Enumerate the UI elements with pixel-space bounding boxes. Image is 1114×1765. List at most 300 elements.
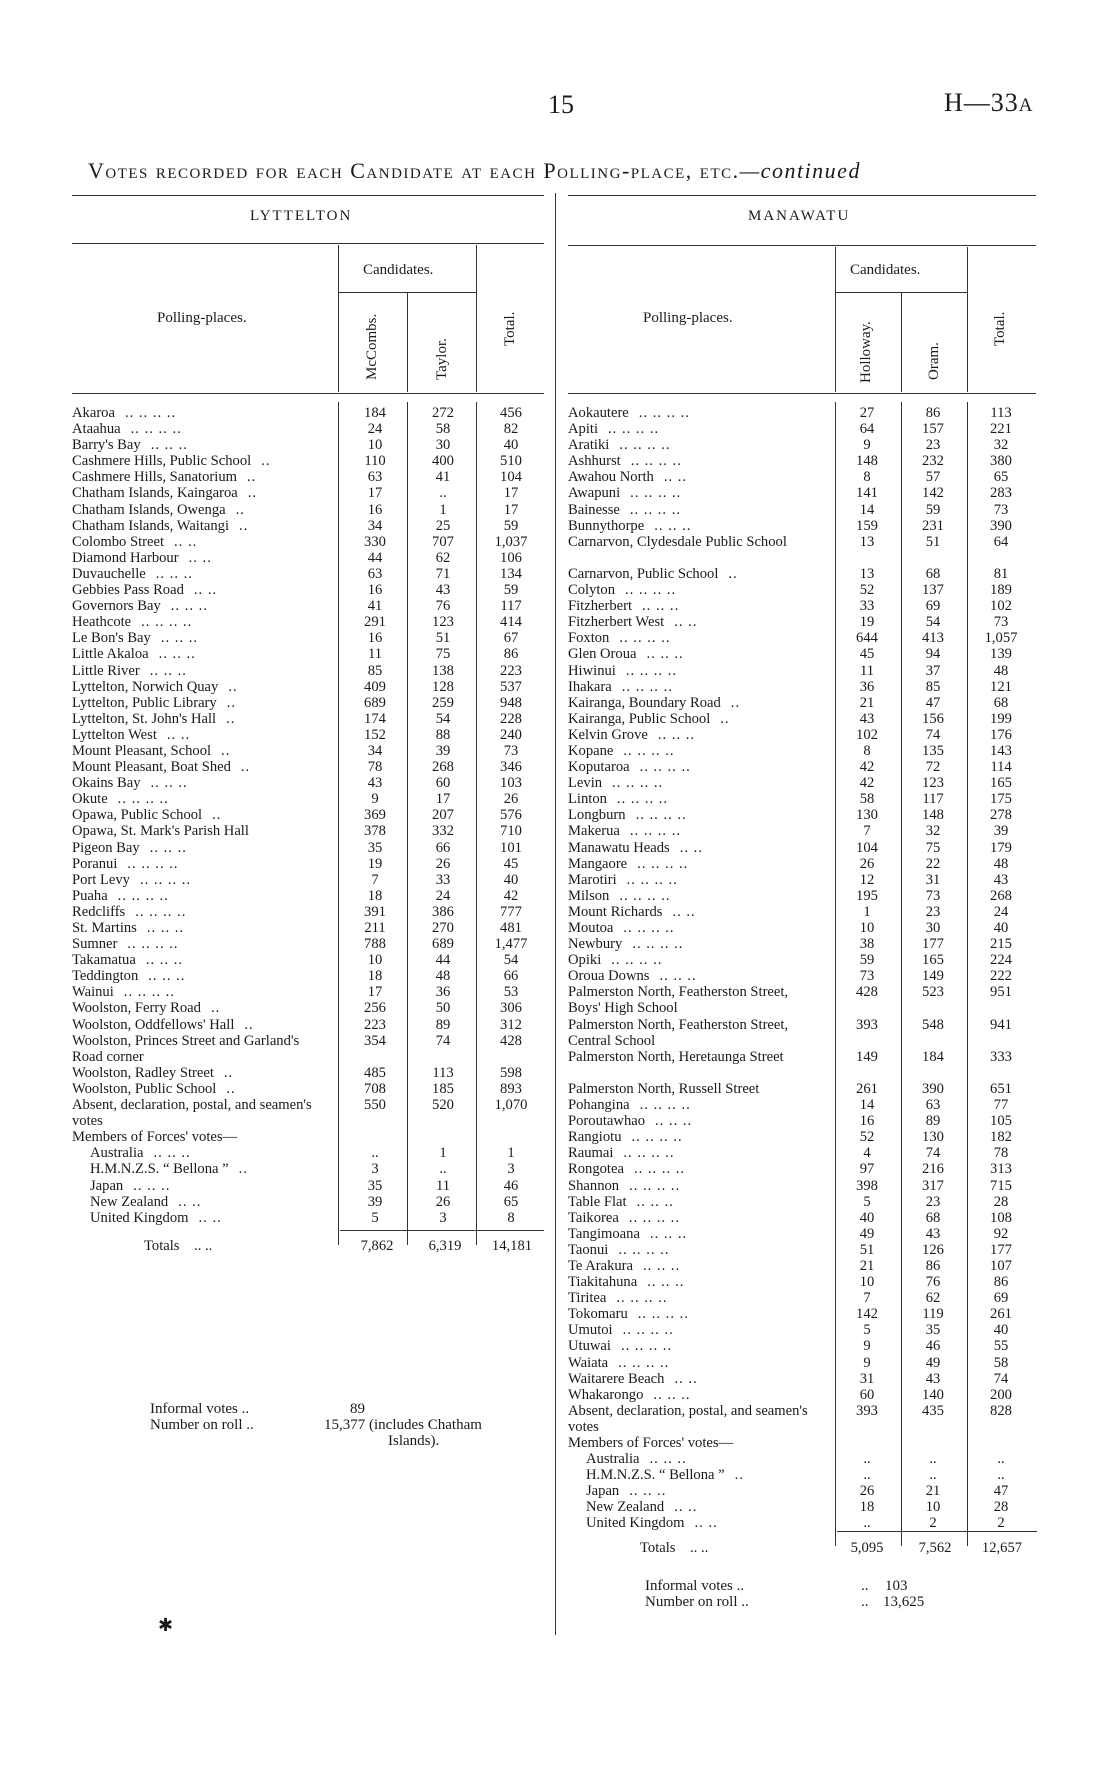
- manawatu-row: [568, 1290, 1038, 1306]
- manawatu-candidate-1-votes: 9: [863, 1338, 871, 1355]
- manawatu-row: [568, 1145, 1038, 1161]
- manawatu-polling-place: Kopane .. .. .. ..: [568, 742, 675, 759]
- manawatu-polling-place: Kairanga, Boundary Road ..: [568, 694, 741, 711]
- lyttelton-candidate-2-votes: 44: [435, 952, 451, 969]
- page-number: 15: [548, 90, 574, 119]
- lyttelton-total-votes: 46: [503, 1177, 519, 1194]
- lyttelton-totals-label: Totals .. ..: [144, 1238, 213, 1254]
- lyttelton-candidate-1-votes: 24: [367, 421, 383, 438]
- lyttelton-candidate-1-votes: 369: [364, 807, 386, 824]
- lyttelton-row: [72, 984, 548, 1000]
- lyttelton-polling-place: Akaroa .. .. .. ..: [72, 405, 177, 421]
- lyttelton-candidate-1-votes: 354: [364, 1032, 386, 1049]
- manawatu-candidate-2-votes: 69: [925, 598, 941, 615]
- manawatu-row: [568, 502, 1038, 518]
- manawatu-candidate-2-votes: 68: [925, 565, 941, 582]
- manawatu-total-votes: 1,057: [984, 630, 1018, 647]
- manawatu-candidate-2-votes: 57: [925, 469, 941, 486]
- lyttelton-row: [72, 920, 548, 936]
- manawatu-title-rule-top: [568, 195, 1036, 196]
- lyttelton-candidate-1-votes: 85: [367, 662, 383, 679]
- lyttelton-polling-place: Diamond Harbour .. ..: [72, 549, 212, 566]
- manawatu-candidate-1-votes: 42: [859, 759, 875, 776]
- lyttelton-candidate-1-votes: 152: [364, 726, 386, 743]
- lyttelton-row: [72, 872, 548, 888]
- manawatu-candidate-1-votes: 16: [859, 1113, 875, 1130]
- lyttelton-row: [72, 1178, 548, 1194]
- manawatu-candidate-2-votes: 47: [925, 694, 941, 711]
- lyttelton-row: [72, 856, 548, 872]
- manawatu-row: [568, 679, 1038, 695]
- lyttelton-candidate-1-votes: 184: [364, 405, 386, 421]
- lyttelton-row: [72, 598, 548, 614]
- lyttelton-total-votes: 537: [500, 678, 522, 695]
- manawatu-total-votes: 74: [993, 1370, 1009, 1387]
- lyttelton-polling-place: Absent, declaration, postal, and seamen's votes: [72, 1097, 312, 1130]
- manawatu-candidate-2-votes: 149: [922, 968, 944, 985]
- manawatu-row: [568, 840, 1038, 856]
- manawatu-polling-place: Awahou North .. ..: [568, 469, 688, 486]
- lyttelton-total-votes: 59: [503, 517, 519, 534]
- manawatu-candidate-1-votes: 52: [859, 582, 875, 599]
- manawatu-total-votes: 177: [990, 1241, 1012, 1258]
- manawatu-candidate-2-votes: 548: [922, 1016, 944, 1033]
- manawatu-row: [568, 1049, 1038, 1081]
- lyttelton-polling-place: Little River .. .. ..: [72, 662, 187, 679]
- lyttelton-candidate-1-votes: 41: [367, 598, 383, 615]
- manawatu-row: [568, 630, 1038, 646]
- lyttelton-polling-place: Chatham Islands, Owenga ..: [72, 501, 245, 518]
- lyttelton-polling-place: Okains Bay .. .. ..: [72, 775, 188, 792]
- manawatu-total-votes: 68: [993, 694, 1009, 711]
- lyttelton-total-votes: 86: [503, 646, 519, 663]
- manawatu-candidate-2-votes: 46: [925, 1338, 941, 1355]
- lyttelton-places-header: Polling-places.: [157, 310, 247, 326]
- manawatu-row: [568, 485, 1038, 501]
- manawatu-candidate-2-votes: 63: [925, 1097, 941, 1114]
- lyttelton-candidate-2-votes: 707: [432, 533, 454, 550]
- lyttelton-candidate-2-votes: 520: [432, 1097, 454, 1114]
- manawatu-candidate-1-votes: 195: [856, 887, 878, 904]
- manawatu-candidate-2-votes: 23: [925, 903, 941, 920]
- lyttelton-candidate-1-votes: 223: [364, 1016, 386, 1033]
- lyttelton-row: [72, 807, 548, 823]
- page-heading: [88, 158, 861, 184]
- manawatu-candidate-2-votes: 126: [922, 1241, 944, 1258]
- manawatu-candidate-2-votes: 523: [922, 984, 944, 1001]
- lyttelton-total-votes: 893: [500, 1080, 522, 1097]
- lyttelton-row: [72, 646, 548, 662]
- lyttelton-candidate-1-votes: 256: [364, 1000, 386, 1017]
- lyttelton-table: [72, 405, 548, 1226]
- lyttelton-total-votes: 65: [503, 1193, 519, 1210]
- manawatu-candidate-1-votes: 60: [859, 1386, 875, 1403]
- lyttelton-polling-place: Lyttelton, St. John's Hall ..: [72, 710, 236, 727]
- manawatu-candidate-2-votes: 123: [922, 775, 944, 792]
- lyttelton-polling-place: Woolston, Ferry Road ..: [72, 1000, 221, 1017]
- manawatu-polling-place: Tiritea .. .. .. ..: [568, 1290, 668, 1307]
- manawatu-candidate-1-votes: 5: [863, 1322, 871, 1339]
- manawatu-candidate-2-votes: 68: [925, 1209, 941, 1226]
- manawatu-row: [568, 469, 1038, 485]
- lyttelton-polling-place: Wainui .. .. .. ..: [72, 984, 175, 1001]
- manawatu-row: [568, 920, 1038, 936]
- manawatu-candidate-2-votes: 85: [925, 678, 941, 695]
- manawatu-totals-label: Totals .. ..: [640, 1540, 709, 1556]
- lyttelton-candidate-2-votes: 51: [435, 630, 451, 647]
- lyttelton-row: [72, 1129, 548, 1145]
- manawatu-row: [568, 534, 1038, 566]
- lyttelton-candidate-2-votes: 88: [435, 726, 451, 743]
- manawatu-candidate-2-votes: 142: [922, 485, 944, 502]
- lyttelton-total-votes: 106: [500, 549, 522, 566]
- manawatu-candidate-2-votes: 435: [922, 1402, 944, 1419]
- manawatu-candidate-2-votes: ..: [929, 1451, 937, 1468]
- lyttelton-row: [72, 518, 548, 534]
- manawatu-row: [568, 1274, 1038, 1290]
- manawatu-polling-place: Carnarvon, Clydesdale Public School: [568, 533, 787, 550]
- manawatu-candidate-2-votes: 49: [925, 1354, 941, 1371]
- manawatu-candidate-1-votes: 428: [856, 984, 878, 1001]
- lyttelton-polling-place: New Zealand .. ..: [90, 1193, 202, 1210]
- lyttelton-total-votes: 1,477: [494, 936, 528, 953]
- manawatu-polling-place: Milson .. .. .. ..: [568, 887, 671, 904]
- manawatu-total-votes: 107: [990, 1257, 1012, 1274]
- lyttelton-candidate-2-votes: 71: [435, 565, 451, 582]
- lyttelton-polling-place: Governors Bay .. .. ..: [72, 598, 208, 615]
- lyttelton-polling-place: Opawa, St. Mark's Parish Hall: [72, 823, 249, 840]
- lyttelton-candidate-1-votes: 7: [371, 871, 379, 888]
- manawatu-candidate-2-votes: 135: [922, 742, 944, 759]
- lyttelton-candidate-1-votes: 18: [367, 968, 383, 985]
- lyttelton-total-votes: 101: [500, 839, 522, 856]
- lyttelton-header-divider-3: [476, 245, 477, 392]
- lyttelton-candidate-2-votes: 43: [435, 582, 451, 599]
- manawatu-candidate-1-votes: 7: [863, 1290, 871, 1307]
- lyttelton-candidate-2-votes: 123: [432, 614, 454, 631]
- lyttelton-polling-place: Members of Forces' votes—: [72, 1129, 238, 1146]
- lyttelton-total-votes: 40: [503, 871, 519, 888]
- lyttelton-total-votes: 228: [500, 710, 522, 727]
- manawatu-total-votes: 165: [990, 775, 1012, 792]
- manawatu-candidate-2-votes: 390: [922, 1080, 944, 1097]
- lyttelton-polling-place: Opawa, Public School ..: [72, 807, 222, 824]
- manawatu-row: [568, 1306, 1038, 1322]
- manawatu-row: [568, 1483, 1038, 1499]
- manawatu-candidate-2-votes: 177: [922, 936, 944, 953]
- lyttelton-row: [72, 936, 548, 952]
- manawatu-candidate-2-votes: 62: [925, 1290, 941, 1307]
- lyttelton-candidate-2-votes: 268: [432, 759, 454, 776]
- manawatu-candidate-2-votes: 94: [925, 646, 941, 663]
- manawatu-candidate-2-votes: 148: [922, 807, 944, 824]
- manawatu-total-votes: 24: [993, 903, 1009, 920]
- manawatu-candidate-2-votes: 76: [925, 1274, 941, 1291]
- manawatu-candidate-1-votes: 26: [859, 1483, 875, 1500]
- manawatu-row: [568, 405, 1038, 421]
- manawatu-polling-place: Marotiri .. .. .. ..: [568, 871, 678, 888]
- lyttelton-candidate-2-votes: 113: [432, 1064, 454, 1081]
- manawatu-candidate-1-votes: 18: [859, 1499, 875, 1516]
- manawatu-candidate-1-votes: 49: [859, 1225, 875, 1242]
- lyttelton-row: [72, 759, 548, 775]
- lyttelton-total-votes: 73: [503, 742, 519, 759]
- lyttelton-total-votes: 1,037: [494, 533, 528, 550]
- lyttelton-row: [72, 1017, 548, 1033]
- lyttelton-candidate-2-votes: 36: [435, 984, 451, 1001]
- manawatu-total-votes: 43: [993, 871, 1009, 888]
- lyttelton-total-votes: 17: [503, 501, 519, 518]
- lyttelton-candidate-1-votes: 17: [367, 984, 383, 1001]
- lyttelton-candidate-2-votes: 41: [435, 469, 451, 486]
- lyttelton-polling-place: Puaha .. .. .. ..: [72, 887, 169, 904]
- manawatu-row: [568, 1242, 1038, 1258]
- lyttelton-candidate-1-votes: 485: [364, 1064, 386, 1081]
- manawatu-candidate-1-votes: 7: [863, 823, 871, 840]
- lyttelton-total-votes: 428: [500, 1032, 522, 1049]
- lyttelton-total-votes: 67: [503, 630, 519, 647]
- manawatu-row: [568, 1467, 1038, 1483]
- lyttelton-total-votes: 306: [500, 1000, 522, 1017]
- lyttelton-polling-place: Le Bon's Bay .. .. ..: [72, 630, 199, 647]
- lyttelton-total-votes: 1,070: [494, 1097, 528, 1114]
- manawatu-polling-place: Carnarvon, Public School ..: [568, 565, 738, 582]
- lyttelton-total-votes: 240: [500, 726, 522, 743]
- lyttelton-candidate-2-votes: 25: [435, 517, 451, 534]
- manawatu-row: [568, 1338, 1038, 1354]
- manawatu-total-votes: 380: [990, 453, 1012, 470]
- manawatu-total-votes: 28: [993, 1193, 1009, 1210]
- lyttelton-candidate-1-votes: 35: [367, 1177, 383, 1194]
- manawatu-candidate-1-votes: 40: [859, 1209, 875, 1226]
- lyttelton-polling-place: Australia .. .. ..: [90, 1145, 191, 1162]
- manawatu-row: [568, 1322, 1038, 1338]
- manawatu-places-header: Polling-places.: [643, 310, 733, 326]
- manawatu-total-votes: 268: [990, 887, 1012, 904]
- lyttelton-polling-place: Ataahua .. .. .. ..: [72, 421, 182, 438]
- manawatu-candidate-1-votes: 644: [856, 630, 878, 647]
- manawatu-candidate-2-votes: 59: [925, 501, 941, 518]
- manawatu-polling-place: Fitzherbert .. .. ..: [568, 598, 680, 615]
- manawatu-candidate-1-header: Holloway.: [858, 321, 874, 383]
- manawatu-total-votes: 2: [997, 1515, 1005, 1532]
- lyttelton-candidate-1-votes: 78: [367, 759, 383, 776]
- manawatu-total-votes: 86: [993, 1274, 1009, 1291]
- manawatu-candidate-2-votes: ..: [929, 1467, 937, 1484]
- lyttelton-polling-place: Woolston, Radley Street ..: [72, 1064, 234, 1081]
- manawatu-candidate-1-votes: 159: [856, 517, 878, 534]
- lyttelton-candidates-header: Candidates.: [363, 262, 434, 278]
- manawatu-row: [568, 807, 1038, 823]
- manawatu-total-votes: 139: [990, 646, 1012, 663]
- manawatu-polling-place: Whakarongo .. .. ..: [568, 1386, 691, 1403]
- manawatu-candidate-2-votes: 75: [925, 839, 941, 856]
- manawatu-total-candidate-1: 5,095: [850, 1540, 884, 1556]
- lyttelton-row: [72, 630, 548, 646]
- lyttelton-candidate-2-votes: ..: [439, 1161, 447, 1178]
- lyttelton-candidate-2-votes: 332: [432, 823, 454, 840]
- lyttelton-candidate-2-votes: 48: [435, 968, 451, 985]
- manawatu-total-votes: ..: [997, 1451, 1005, 1468]
- manawatu-polling-place: Makerua .. .. .. ..: [568, 823, 682, 840]
- manawatu-row: [568, 646, 1038, 662]
- lyttelton-row: [72, 1000, 548, 1016]
- manawatu-candidate-1-votes: 12: [859, 871, 875, 888]
- lyttelton-candidate-2-votes: 75: [435, 646, 451, 663]
- manawatu-candidate-1-votes: 14: [859, 501, 875, 518]
- manawatu-candidate-1-votes: 13: [859, 533, 875, 550]
- manawatu-row: [568, 421, 1038, 437]
- lyttelton-polling-place: Barry's Bay .. .. ..: [72, 437, 188, 454]
- manawatu-candidate-2-votes: 74: [925, 1145, 941, 1162]
- lyttelton-candidate-1-votes: 43: [367, 775, 383, 792]
- lyttelton-total-votes: 312: [500, 1016, 522, 1033]
- lyttelton-polling-place: Mount Pleasant, School ..: [72, 742, 231, 759]
- manawatu-row: [568, 614, 1038, 630]
- manawatu-total-votes: 65: [993, 469, 1009, 486]
- lyttelton-row: [72, 663, 548, 679]
- manawatu-row: [568, 1210, 1038, 1226]
- manawatu-candidate-1-votes: 10: [859, 920, 875, 936]
- manawatu-candidate-2-votes: 74: [925, 726, 941, 743]
- lyttelton-candidate-2-votes: 89: [435, 1016, 451, 1033]
- manawatu-candidate-1-votes: 73: [859, 968, 875, 985]
- column-divider: [555, 193, 556, 1635]
- manawatu-row: [568, 791, 1038, 807]
- manawatu-candidate-2-votes: 317: [922, 1177, 944, 1194]
- lyttelton-candidate-1-votes: 34: [367, 742, 383, 759]
- manawatu-total-votes: 951: [990, 984, 1012, 1001]
- manawatu-candidate-1-votes: 149: [856, 1048, 878, 1065]
- manawatu-total-votes: 179: [990, 839, 1012, 856]
- lyttelton-total-votes: 414: [500, 614, 522, 631]
- manawatu-row: [568, 1451, 1038, 1467]
- manawatu-row: [568, 1081, 1038, 1097]
- manawatu-total-votes: 32: [993, 437, 1009, 454]
- manawatu-polling-place: Koputaroa .. .. .. ..: [568, 759, 691, 776]
- manawatu-total-votes: 176: [990, 726, 1012, 743]
- manawatu-row: [568, 1097, 1038, 1113]
- manawatu-polling-place: Palmerston North, Featherston Street, Boys' High School: [568, 984, 789, 1017]
- lyttelton-row: [72, 453, 548, 469]
- lyttelton-candidate-1-votes: 708: [364, 1080, 386, 1097]
- manawatu-candidate-1-votes: 8: [863, 469, 871, 486]
- manawatu-total-votes: 114: [990, 759, 1012, 776]
- lyttelton-row: [72, 840, 548, 856]
- manawatu-candidate-1-votes: 97: [859, 1161, 875, 1178]
- manawatu-total-votes: 221: [990, 421, 1012, 438]
- manawatu-header-divider-1: [835, 247, 836, 392]
- manawatu-polling-place: Australia .. .. ..: [586, 1451, 687, 1468]
- manawatu-total-votes: 64: [993, 533, 1009, 550]
- manawatu-header-divider-2: [901, 292, 902, 392]
- manawatu-polling-place: Foxton .. .. .. ..: [568, 630, 671, 647]
- manawatu-row: [568, 695, 1038, 711]
- lyttelton-candidate-2-votes: 24: [435, 887, 451, 904]
- manawatu-total-votes: 143: [990, 742, 1012, 759]
- manawatu-total-votes: 313: [990, 1161, 1012, 1178]
- manawatu-total-votes: 40: [993, 920, 1009, 936]
- manawatu-candidate-1-votes: 5: [863, 1193, 871, 1210]
- manawatu-candidate-1-votes: 1: [863, 903, 871, 920]
- manawatu-total-votes: 47: [993, 1483, 1009, 1500]
- lyttelton-total-header: Total.: [502, 311, 518, 346]
- lyttelton-row: [72, 437, 548, 453]
- manawatu-total-votes: 215: [990, 936, 1012, 953]
- lyttelton-candidate-1-votes: 550: [364, 1097, 386, 1114]
- lyttelton-row: [72, 904, 548, 920]
- manawatu-row: [568, 727, 1038, 743]
- manawatu-total-votes: 828: [990, 1402, 1012, 1419]
- lyttelton-polling-place: Port Levy .. .. .. ..: [72, 871, 192, 888]
- manawatu-total-votes: 92: [993, 1225, 1009, 1242]
- page-reference-suffix: A: [1018, 95, 1034, 116]
- lyttelton-row: [72, 582, 548, 598]
- manawatu-total-all: 12,657: [981, 1540, 1023, 1556]
- lyttelton-row: [72, 695, 548, 711]
- lyttelton-candidate-1-votes: 788: [364, 936, 386, 953]
- manawatu-candidate-1-votes: ..: [863, 1467, 871, 1484]
- lyttelton-header-rule: [72, 393, 544, 394]
- manawatu-row: [568, 711, 1038, 727]
- manawatu-candidate-2-votes: 117: [922, 791, 944, 808]
- manawatu-row: [568, 823, 1038, 839]
- manawatu-row: [568, 936, 1038, 952]
- lyttelton-candidate-1-votes: 689: [364, 694, 386, 711]
- manawatu-total-votes: 73: [993, 614, 1009, 631]
- manawatu-total-votes: 283: [990, 485, 1012, 502]
- manawatu-total-votes: 390: [990, 517, 1012, 534]
- lyttelton-total-votes: 17: [503, 485, 519, 502]
- manawatu-candidate-1-votes: ..: [863, 1451, 871, 1468]
- lyttelton-candidate-2-votes: 270: [432, 920, 454, 936]
- manawatu-informal-votes: Informal votes .. .. 103: [645, 1578, 908, 1594]
- manawatu-candidate-1-votes: 31: [859, 1370, 875, 1387]
- manawatu-row: [568, 904, 1038, 920]
- lyttelton-total-votes: 54: [503, 952, 519, 969]
- manawatu-polling-place: Moutoa .. .. .. ..: [568, 920, 675, 936]
- manawatu-polling-place: Tokomaru .. .. .. ..: [568, 1306, 689, 1323]
- manawatu-total-votes: 189: [990, 582, 1012, 599]
- manawatu-row: [568, 582, 1038, 598]
- lyttelton-candidate-2-votes: 26: [435, 855, 451, 872]
- manawatu-polling-place: Waiata .. .. .. ..: [568, 1354, 670, 1371]
- manawatu-candidate-2-votes: 54: [925, 614, 941, 631]
- lyttelton-candidate-1-votes: 9: [371, 791, 379, 808]
- manawatu-candidate-2-votes: 43: [925, 1370, 941, 1387]
- lyttelton-polling-place: Gebbies Pass Road .. ..: [72, 582, 218, 599]
- manawatu-polling-place: Palmerston North, Russell Street: [568, 1080, 760, 1097]
- manawatu-candidate-1-votes: 33: [859, 598, 875, 615]
- manawatu-candidate-2-votes: 119: [922, 1306, 944, 1323]
- manawatu-candidate-1-votes: 261: [856, 1080, 878, 1097]
- manawatu-polling-place: Apiti .. .. .. ..: [568, 421, 660, 438]
- lyttelton-row: [72, 1065, 548, 1081]
- manawatu-row: [568, 1113, 1038, 1129]
- lyttelton-polling-place: Takamatua .. .. ..: [72, 952, 183, 969]
- manawatu-candidate-1-votes: 43: [859, 710, 875, 727]
- manawatu-candidate-2-votes: 10: [925, 1499, 941, 1516]
- manawatu-candidate-2-votes: 35: [925, 1322, 941, 1339]
- manawatu-header-rule: [568, 393, 1036, 394]
- manawatu-polling-place: Colyton .. .. .. ..: [568, 582, 677, 599]
- manawatu-candidate-2-votes: 231: [922, 517, 944, 534]
- lyttelton-polling-place: Sumner .. .. .. ..: [72, 936, 179, 953]
- manawatu-candidate-2-votes: 165: [922, 952, 944, 969]
- lyttelton-row: [72, 502, 548, 518]
- manawatu-total-votes: 105: [990, 1113, 1012, 1130]
- lyttelton-candidate-2-votes: 30: [435, 437, 451, 454]
